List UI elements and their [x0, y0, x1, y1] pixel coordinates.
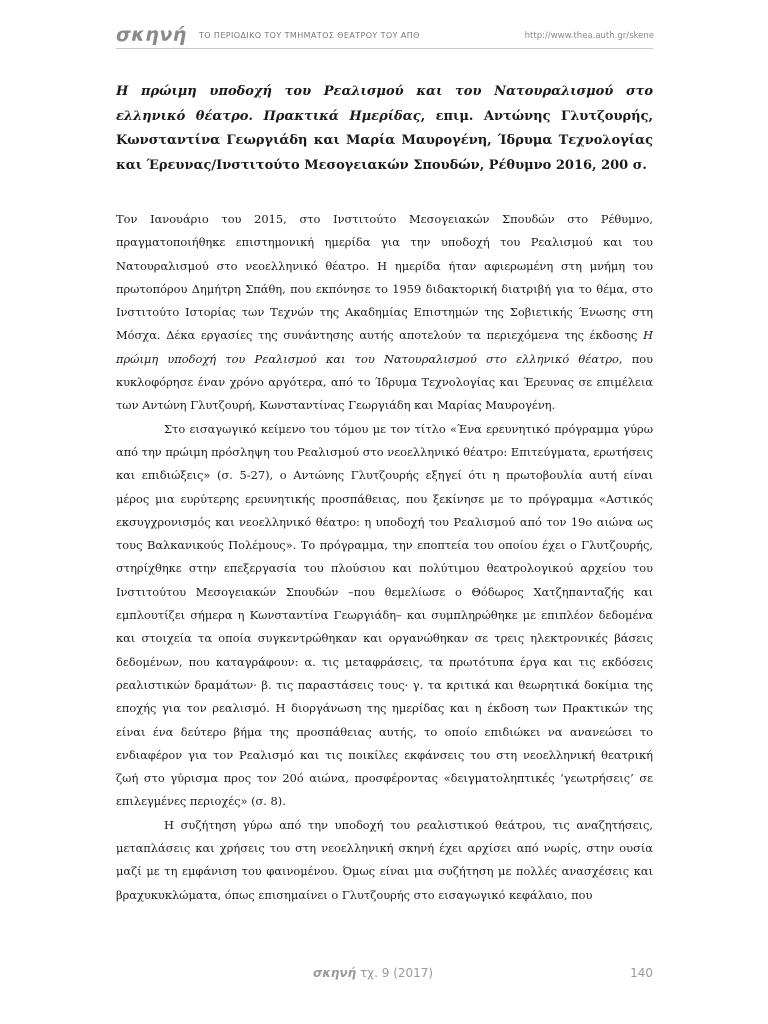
paragraph-1-text-b: , που κυκλοφόρησε έναν χρόνο αργότερα, από το Ίδρυμα Τεχνολογίας και Έρευνας σε επιμέλεια των Αντώνη Γλυτζουρή, Κωνσταντίνας Γεωργιάδη και Μαρίας Μαυρογένη.: [116, 351, 653, 413]
paragraph-1-book-title: Η πρώιμη υποδοχή του Ρεαλισμού και του Νατουραλισμού στο ελληνικό θέατρο: [116, 328, 653, 366]
page-header: [0, 24, 768, 48]
paragraph-1: [116, 208, 653, 418]
footer-issue: τχ. 9 (2017): [356, 966, 434, 980]
paragraph-2: Στο εισαγωγικό κείμενο του τόμου με τον τίτλο «Ένα ερευνητικό πρόγραμμα γύρω από την πρώιμη πρόσληψη του Ρεαλισμού στο νεοελληνικό θέατρο: Επιτεύγματα, ερωτήσεις και επιδιώξεις» (σ. 5-27), ο Αντώνης Γλυτζουρής εξηγεί ότι η πρωτοβουλία αυτή είναι μέρος μια ευρύτερης ερευνητικής προσπάθειας, που ξεκίνησε με το πρόγραμμα «Αστικός εκσυγχρονισμός και νεοελληνικό θέατρο: η υποδοχή του Ρεαλισμού από τον 19ο αιώνα ως τους Βαλκανικούς Πολέμους». Το πρόγραμμα, την εποπτεία του οποίου έχει ο Γλυτζουρής, στηρίχθηκε στην επεξεργασία του πλούσιου και πολύτιμου θεατρολογικού αρχείου του Ινστιτούτου Μεσογειακών Σπουδών –που θεμελίωσε ο Θόδωρος Χατζηπανταζής και εμπλουτίζει σήμερα η Κωνσταντίνα Γεωργιάδη– και συμπληρώθηκε με επιπλέον δεδομένα και στοιχεία τα οποία συγκεντρώθηκαν και οργανώθηκαν σε τρεις ηλεκτρονικές βάσεις δεδομένων, που καταγράφουν: α. τις μεταφράσεις, τα πρωτότυπα έργα και τις εκδόσεις ρεαλιστικών δραμάτων· β. τις παραστάσεις τους· γ. τα κριτικά και θεωρητικά δοκίμια της εποχής για τον ρεαλισμό. Η διοργάνωση της ημερίδας και η έκδοση των Πρακτικών της είναι ένα δεύτερο βήμα της προσπάθειας αυτής, το οποίο επιδιώκει να ανανεώσει το ενδιαφέρον για τον Ρεαλισμό και τις ποικίλες εκφάνσεις του στη νεοελληνική θεατρική ζωή στο γύρισμα προς τον 20ό αιώνα, προσφέροντας «δειγματοληπτικές ‘γεωτρήσεις’ σε επιλεγμένες περιοχές» (σ. 8).: [116, 421, 653, 809]
page-number: 140: [630, 966, 653, 980]
journal-logo: σκηνή: [116, 24, 187, 46]
footer-journal: [313, 966, 433, 980]
paragraph-1-text-a: Τον Ιανουάριο του 2015, στο Ινστιτούτο Μεσογειακών Σπουδών στο Ρέθυμνο, πραγματοποιήθηκε επιστημονική ημερίδα για την υποδοχή του Ρεαλισμού και του Νατουραλισμού στο νεοελληνικό θέατρο. Η ημερίδα ήταν αφιερωμένη στη μνήμη του πρωτοπόρου Δημήτρη Σπάθη, που εκπόνησε το 1959 διδακτορική διατριβή για το θέμα, στο Ινστιτούτο Ιστορίας των Τεχνών της Ακαδημίας Επιστημών της Σοβιετικής Ένωσης στη Μόσχα. Δέκα εργασίες της συνάντησης αυτής αποτελούν τα περιεχόμενα της έκδοσης: [116, 212, 653, 343]
book-title: Η πρώιμη υποδοχή του Ρεαλισμού και του Νατουραλισμού στο ελληνικό θέατρο. Πρακτικά Ημερίδας: [116, 84, 653, 124]
review-title: [116, 80, 653, 178]
paragraph-3: Η συζήτηση γύρω από την υποδοχή του ρεαλιστικού θεάτρου, τις αναζητήσεις, μεταπλάσεις και χρήσεις του στη νεοελληνική σκηνή έχει αρχίσει από νωρίς, στην ουσία μαζί με τη εμφάνιση του φαινομένου. Όμως είναι μια συζήτηση με πολλές ανασχέσεις και βραχυκυκλώματα, όπως επισημαίνει ο Γλυτζουρής στο εισαγωγικό κεφάλαιο, που: [116, 817, 653, 902]
journal-url[interactable]: http://www.thea.auth.gr/skene: [524, 31, 654, 41]
journal-name: ΤΟ ΠΕΡΙΟΔΙΚΟ ΤΟΥ ΤΜΗΜΑΤΟΣ ΘΕΑΤΡΟΥ ΤΟΥ ΑΠΘ: [199, 31, 420, 40]
footer-journal-name: σκηνή: [313, 966, 357, 980]
page-footer: [0, 966, 768, 986]
header-divider: [116, 48, 653, 49]
article-content: [116, 80, 653, 907]
book-details: , επιμ. Αντώνης Γλυτζουρής, Κωνσταντίνα Γεωργιάδη και Μαρία Μαυρογένη, Ίδρυμα Τεχνολογίας και Έρευνας/Ινστιτούτο Μεσογειακών Σπουδών, Ρέθυμνο 2016, 200 σ.: [116, 108, 654, 173]
